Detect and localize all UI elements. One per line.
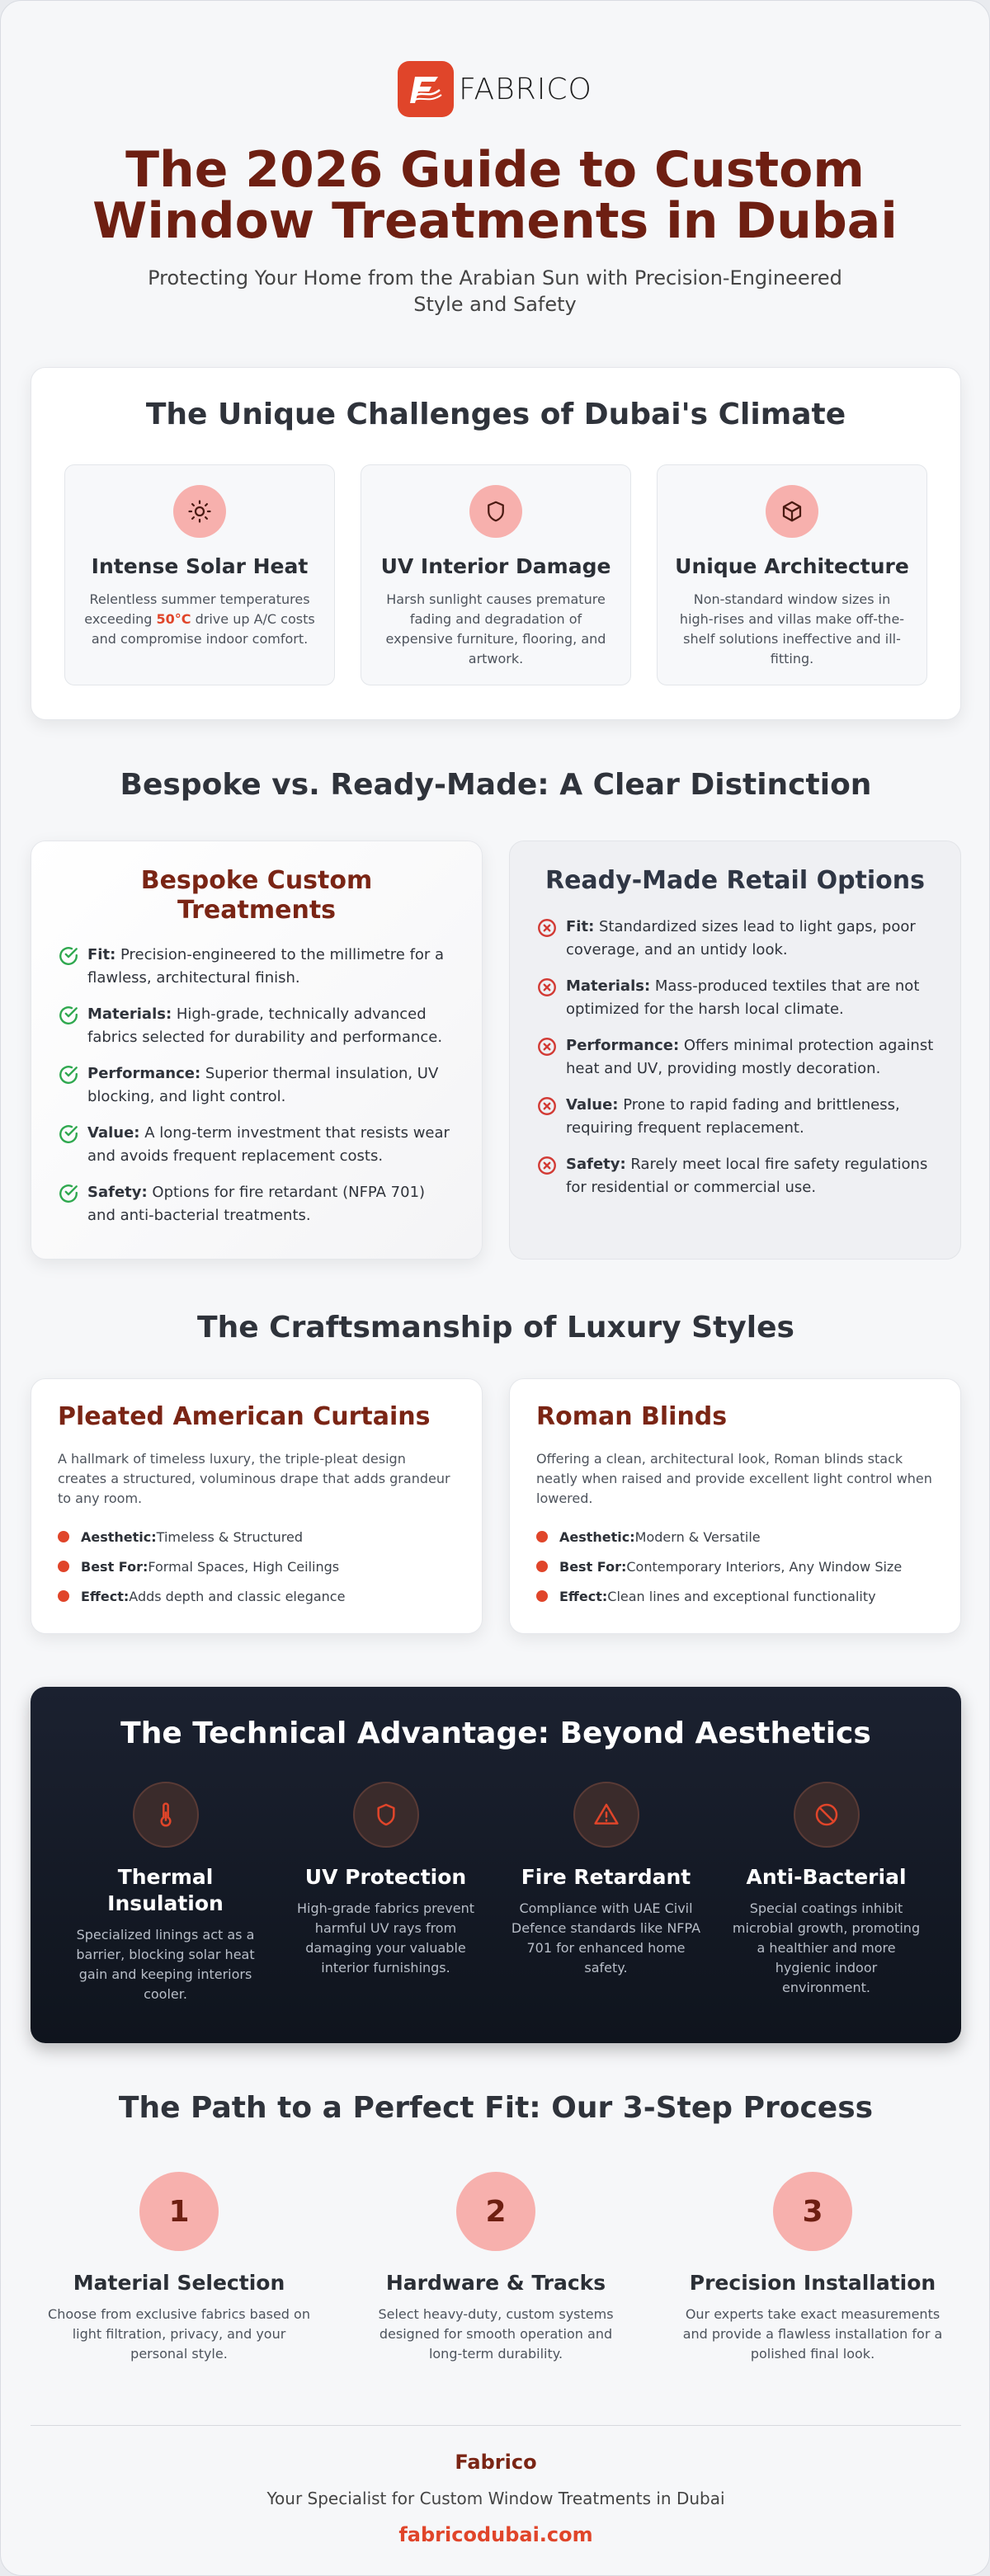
challenge-title: Unique Architecture xyxy=(675,554,909,578)
tech-title: Thermal Insulation xyxy=(107,1865,224,1915)
style-title: Pleated American Curtains xyxy=(58,1402,431,1431)
step-number: 1 xyxy=(139,2172,219,2251)
challenge-card xyxy=(64,464,335,685)
step-title: Precision Installation xyxy=(689,2271,936,2295)
tech-title: Fire Retardant xyxy=(521,1865,691,1889)
footer-divider xyxy=(31,2425,961,2426)
tech-item xyxy=(291,1782,481,2004)
page-subtitle: Protecting Your Home from the Arabian Sun with Precision-Engineered Style and Safety xyxy=(148,266,842,316)
fabrico-logo-icon xyxy=(398,61,454,117)
challenge-title: Intense Solar Heat xyxy=(91,554,309,578)
comparison-title: Bespoke vs. Ready-Made: A Clear Distinction xyxy=(120,768,872,802)
style-features xyxy=(58,1527,455,1606)
cube-icon xyxy=(766,485,818,538)
challenge-text: Harsh sunlight causes premature fading and degradation of expensive furniture, flooring, and artwork. xyxy=(385,591,606,666)
bespoke-title: Bespoke Custom Treatments xyxy=(140,866,373,925)
tech-title: UV Protection xyxy=(304,1865,467,1889)
list-item: Safety: Rarely meet local fire safety regulations for residential or commercial use. xyxy=(536,1153,934,1199)
ready-made-card xyxy=(509,841,961,1260)
check-circle-icon xyxy=(58,944,87,990)
check-circle-icon xyxy=(58,1062,87,1109)
x-circle-icon xyxy=(536,975,566,1021)
challenge-text: Relentless summer temperatures exceeding 50°C drive up A/C costs and compromise indoor comfort. xyxy=(84,591,315,647)
technical-title: The Technical Advantage: Beyond Aesthetics xyxy=(120,1717,871,1750)
challenge-text: Non-standard window sizes in high-rises and villas make off-the-shelf solutions ineffective and ill-fitting. xyxy=(679,591,905,666)
x-circle-icon xyxy=(536,1153,566,1199)
process-step xyxy=(364,2172,628,2364)
tech-text: High-grade fabrics prevent harmful UV rays from damaging your valuable interior furnishings. xyxy=(297,1900,474,1976)
step-title: Hardware & Tracks xyxy=(385,2271,606,2295)
challenge-card xyxy=(361,464,631,685)
list-item: Fit: Precision-engineered to the millimetre for a flawless, architectural finish. xyxy=(58,944,455,990)
step-text: Our experts take exact measurements and provide a flawless installation for a polished final look. xyxy=(682,2306,943,2362)
bullet-dot-icon xyxy=(536,1561,548,1572)
style-card-pleated xyxy=(31,1378,483,1634)
styles-title: The Craftsmanship of Luxury Styles xyxy=(197,1311,794,1345)
bespoke-list xyxy=(58,944,455,1227)
tech-text: Special coatings inhibit microbial growth, promoting a healthier and more hygienic indoor environment. xyxy=(732,1900,921,1995)
process-title: The Path to a Perfect Fit: Our 3-Step Process xyxy=(118,2091,874,2125)
feature-item: Aesthetic: Modern & Versatile xyxy=(536,1527,934,1547)
feature-item: Best For: Contemporary Interiors, Any Window Size xyxy=(536,1556,934,1576)
check-circle-icon xyxy=(58,1181,87,1227)
tech-item xyxy=(71,1782,261,2004)
bullet-dot-icon xyxy=(58,1590,69,1602)
bullet-dot-icon xyxy=(536,1590,548,1602)
list-item: Performance: Offers minimal protection against heat and UV, providing mostly decoration. xyxy=(536,1034,934,1081)
warning-icon xyxy=(573,1782,639,1848)
list-item: Performance: Superior thermal insulation, UV blocking, and light control. xyxy=(58,1062,455,1109)
process-step xyxy=(681,2172,945,2364)
shield-icon xyxy=(353,1782,419,1848)
x-circle-icon xyxy=(536,1094,566,1140)
step-number: 3 xyxy=(773,2172,852,2251)
challenges-section xyxy=(31,367,961,720)
step-number: 2 xyxy=(456,2172,535,2251)
tech-text: Specialized linings act as a barrier, blocking solar heat gain and keeping interiors cooler. xyxy=(76,1927,255,2002)
bullet-dot-icon xyxy=(536,1531,548,1542)
style-description: A hallmark of timeless luxury, the triple-pleat design creates a structured, voluminous drape that adds grandeur to any room. xyxy=(58,1451,450,1506)
challenge-title: UV Interior Damage xyxy=(380,554,611,578)
footer-brand: Fabrico xyxy=(455,2451,537,2474)
x-circle-icon xyxy=(536,916,566,962)
feature-item: Effect: Clean lines and exceptional functionality xyxy=(536,1586,934,1606)
page-title: The 2026 Guide to Custom Window Treatments in Dubai xyxy=(92,141,898,250)
check-circle-icon xyxy=(58,1122,87,1168)
feature-item: Aesthetic: Timeless & Structured xyxy=(58,1527,455,1547)
list-item: Value: Prone to rapid fading and brittleness, requiring frequent replacement. xyxy=(536,1094,934,1140)
sun-icon xyxy=(173,485,226,538)
tech-item xyxy=(732,1782,922,2004)
shield-icon xyxy=(469,485,522,538)
footer xyxy=(1,2451,990,2546)
feature-item: Effect: Adds depth and classic elegance xyxy=(58,1586,455,1606)
ready-made-title: Ready-Made Retail Options xyxy=(544,866,925,895)
list-item: Materials: Mass-produced textiles that are not optimized for the harsh local climate. xyxy=(536,975,934,1021)
bullet-dot-icon xyxy=(58,1561,69,1572)
tech-title: Anti-Bacterial xyxy=(746,1865,907,1889)
tech-text: Compliance with UAE Civil Defence standards like NFPA 701 for enhanced home safety. xyxy=(511,1900,701,1976)
style-features xyxy=(536,1527,934,1606)
bullet-dot-icon xyxy=(58,1531,69,1542)
logo-text: FABRICO xyxy=(459,72,592,106)
check-circle-icon xyxy=(58,1003,87,1049)
list-item: Value: A long-term investment that resists wear and avoids frequent replacement costs. xyxy=(58,1122,455,1168)
bespoke-card xyxy=(31,841,483,1260)
footer-website-link[interactable]: fabricodubai.com xyxy=(398,2523,593,2546)
technical-section xyxy=(31,1687,961,2043)
tech-item xyxy=(512,1782,701,2004)
challenge-card xyxy=(657,464,927,685)
list-item: Fit: Standardized sizes lead to light gaps, poor coverage, and an untidy look. xyxy=(536,916,934,962)
logo[interactable] xyxy=(1,60,989,118)
feature-item: Best For: Formal Spaces, High Ceilings xyxy=(58,1556,455,1576)
style-description: Offering a clean, architectural look, Roman blinds stack neatly when raised and provide excellent light control when lowered. xyxy=(536,1451,932,1506)
thermometer-icon xyxy=(133,1782,199,1848)
challenges-title: The Unique Challenges of Dubai's Climate xyxy=(145,398,846,431)
style-card-roman xyxy=(509,1378,961,1634)
list-item: Materials: High-grade, technically advanced fabrics selected for durability and performance. xyxy=(58,1003,455,1049)
step-text: Select heavy-duty, custom systems designed for smooth operation and long-term durability. xyxy=(378,2306,614,2362)
step-text: Choose from exclusive fabrics based on light filtration, privacy, and your personal style. xyxy=(48,2306,310,2362)
ban-icon xyxy=(794,1782,860,1848)
x-circle-icon xyxy=(536,1034,566,1081)
ready-made-list xyxy=(536,916,934,1199)
process-step xyxy=(47,2172,311,2364)
footer-tagline: Your Specialist for Custom Window Treatments in Dubai xyxy=(266,2489,725,2508)
style-title: Roman Blinds xyxy=(536,1402,728,1431)
process-steps xyxy=(31,2172,961,2364)
step-title: Material Selection xyxy=(73,2271,285,2295)
list-item: Safety: Options for fire retardant (NFPA 701) and anti-bacterial treatments. xyxy=(58,1181,455,1227)
